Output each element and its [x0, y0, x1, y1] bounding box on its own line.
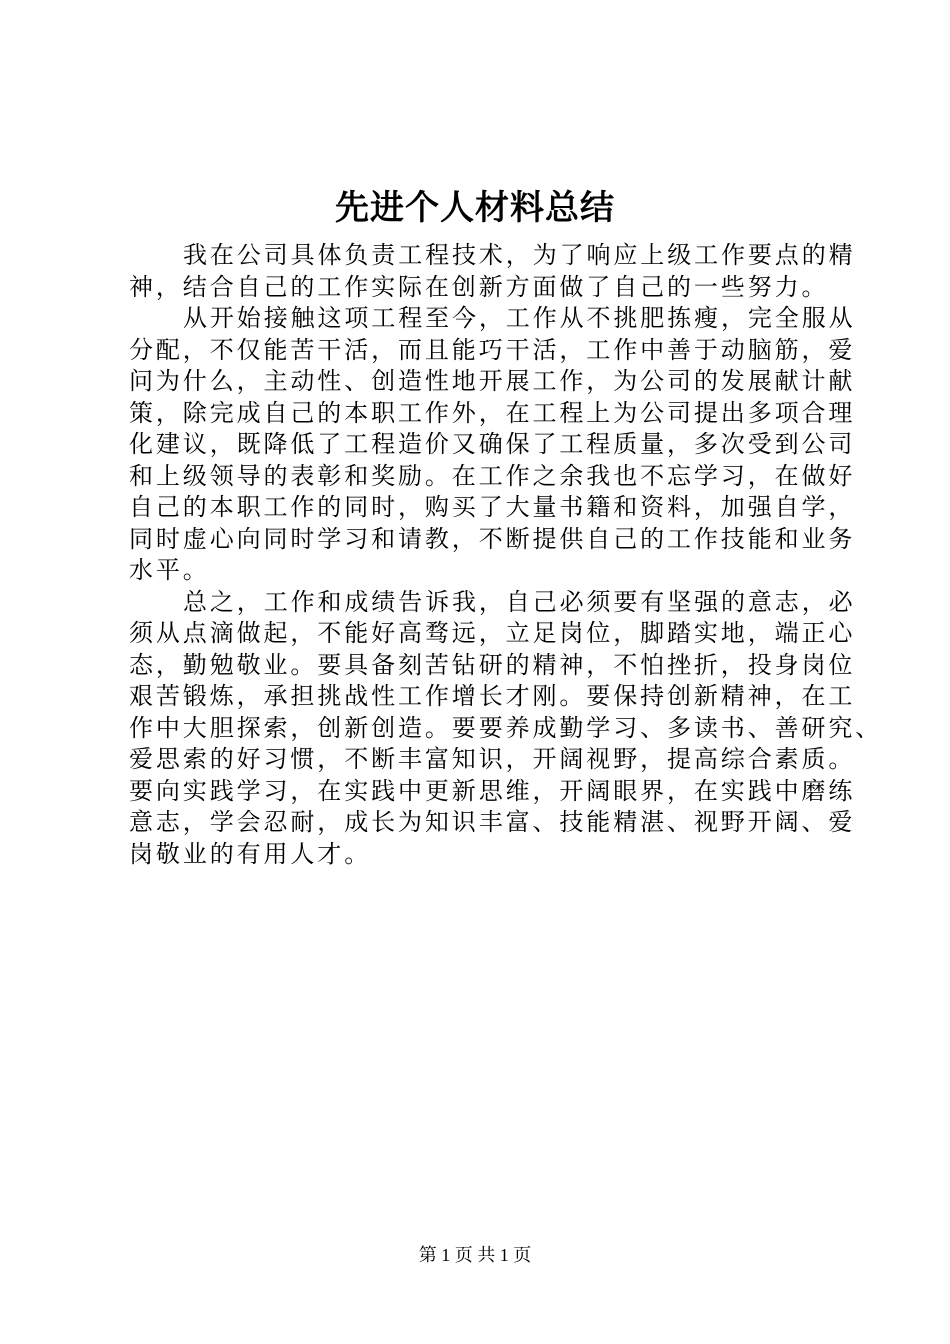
page-footer: 第 1 页 共 1 页: [418, 1245, 532, 1265]
body-line: 化建议，既降低了工程造价又确保了工程质量，多次受到公司: [129, 430, 856, 458]
body-line: 策，除完成自己的本职工作外，在工程上为公司提出多项合理: [129, 398, 856, 427]
document-title: 先进个人材料总结: [335, 188, 615, 228]
body-line: 须从点滴做起，不能好高骛远，立足岗位，脚踏实地，端正心: [129, 619, 856, 647]
body-line: 水平。: [129, 556, 210, 584]
document-body: [129, 240, 883, 870]
body-line: 态，勤勉敬业。要具备刻苦钻研的精神，不怕挫折，投身岗位: [129, 650, 856, 679]
body-line: 艰苦锻炼，承担挑战性工作增长才刚。要保持创新精神，在工: [129, 682, 856, 710]
body-line: 神，结合自己的工作实际在创新方面做了自己的一些努力。: [129, 272, 829, 301]
body-line: 分配，不仅能苦干活，而且能巧干活，工作中善于动脑筋，爱: [129, 335, 856, 364]
body-line: 问为什么，主动性、创造性地开展工作，为公司的发展献计献: [129, 367, 856, 395]
body-line: 和上级领导的表彰和奖励。在工作之余我也不忘学习，在做好: [129, 461, 856, 490]
body-line: 从开始接触这项工程至今，工作从不挑肥拣瘦，完全服从: [183, 304, 856, 332]
body-line: 岗敬业的有用人才。: [129, 839, 372, 868]
body-line: 同时虚心向同时学习和请教，不断提供自己的工作技能和业务: [129, 524, 856, 553]
body-line: 自己的本职工作的同时，购买了大量书籍和资料，加强自学，: [129, 493, 856, 521]
body-line: 要向实践学习，在实践中更新思维，开阔眼界，在实践中磨练: [129, 776, 856, 805]
body-line: 爱思索的好习惯，不断丰富知识，开阔视野，提高综合素质。: [129, 745, 856, 773]
body-line: 作中大胆探索，创新创造。要要养成勤学习、多读书、善研究、: [129, 713, 883, 742]
body-line: 总之，工作和成绩告诉我，自己必须要有坚强的意志，必: [183, 587, 856, 616]
body-line: 我在公司具体负责工程技术，为了响应上级工作要点的精: [183, 241, 856, 269]
body-line: 意志，学会忍耐，成长为知识丰富、技能精湛、视野开阔、爱: [129, 808, 856, 836]
